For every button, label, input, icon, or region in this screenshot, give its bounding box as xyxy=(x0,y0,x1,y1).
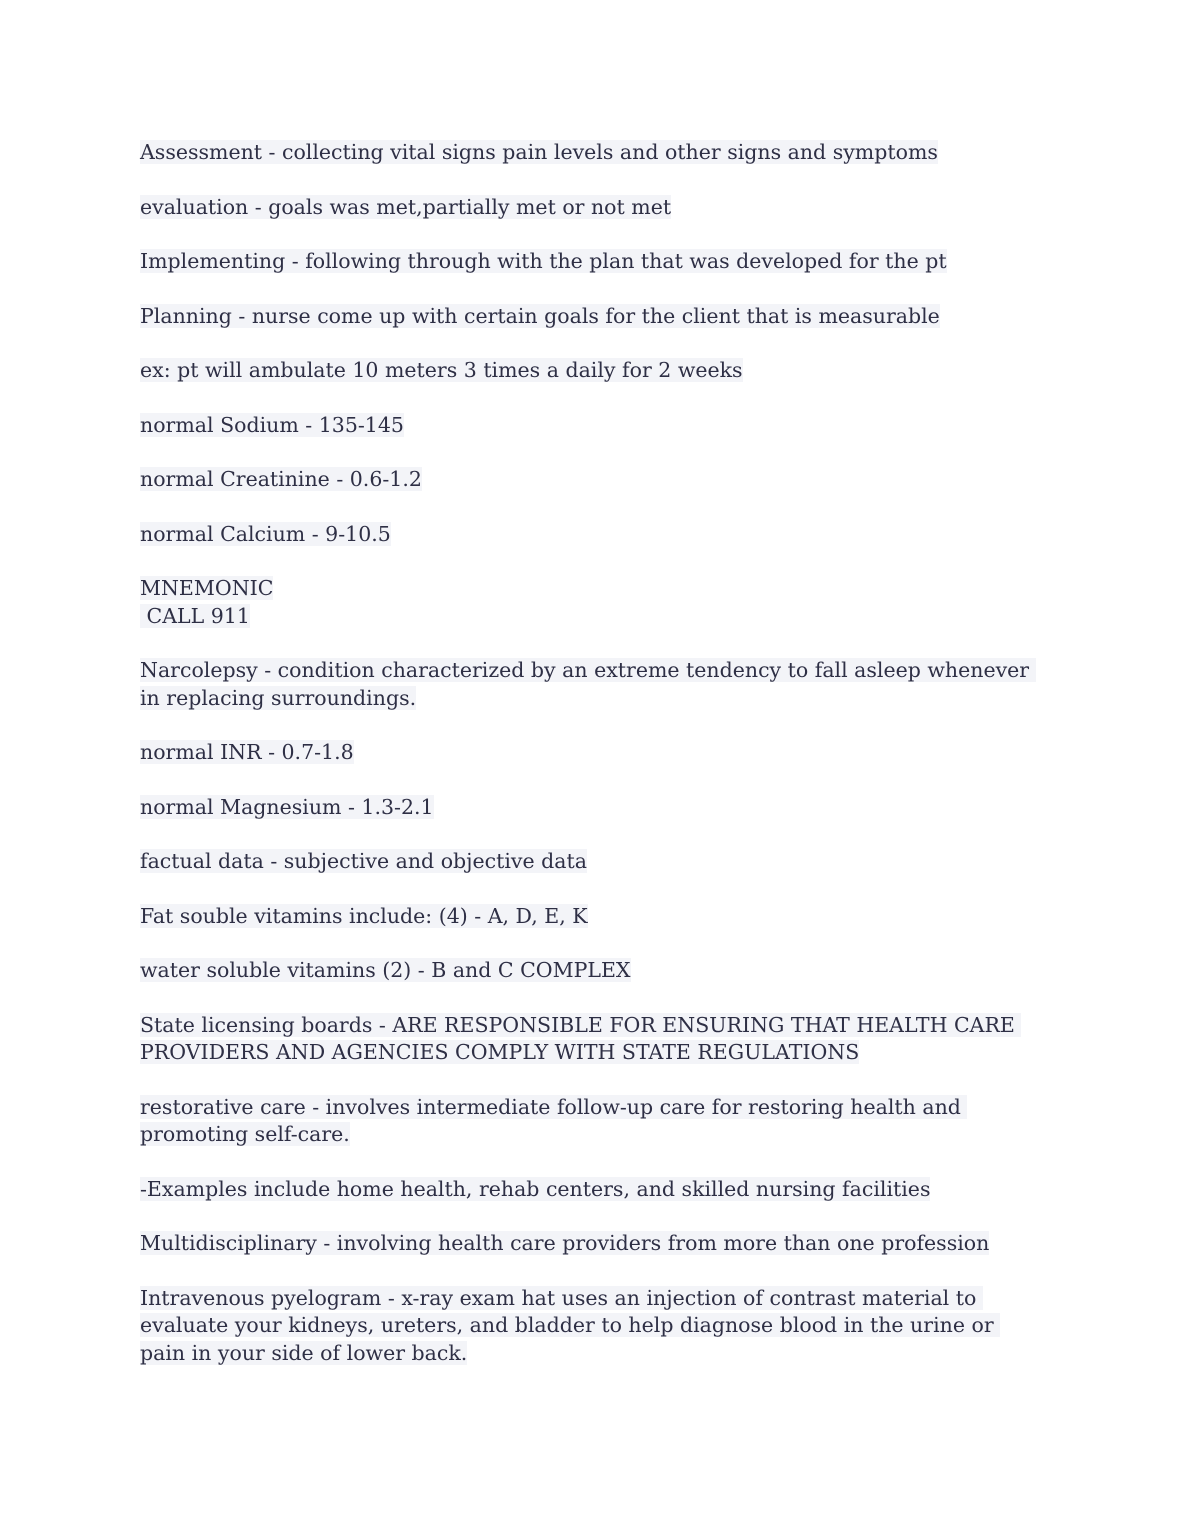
note-entry-evaluation xyxy=(140,194,1040,222)
note-entry-licensing-boards xyxy=(140,1012,1040,1067)
entry-text: evaluation - goals was met,partially met or not met xyxy=(140,194,672,219)
entry-text: State licensing boards - ARE RESPONSIBLE FOR ENSURING THAT HEALTH CARE PROVIDERS AND AGENCIES COMPLY WITH STATE REGULATIONS xyxy=(140,1012,1022,1064)
entry-text: Assessment - collecting vital signs pain levels and other signs and symptoms xyxy=(140,140,938,164)
entry-text: ex: pt will ambulate 10 meters 3 times a daily for 2 weeks xyxy=(140,358,743,382)
entry-text: normal Calcium - 9-10.5 xyxy=(140,521,391,546)
entry-text: normal Magnesium - 1.3-2.1 xyxy=(140,794,434,819)
note-entry-planning-example xyxy=(140,357,1040,385)
note-entry-multidisciplinary xyxy=(140,1230,1040,1258)
note-entry-water-soluble xyxy=(140,957,1040,985)
entry-text: Fat souble vitamins include: (4) - A, D, E, K xyxy=(140,903,588,928)
note-entry-fat-soluble xyxy=(140,903,1040,931)
note-entry-pyelogram xyxy=(140,1285,1040,1368)
entry-text: normal Creatinine - 0.6-1.2 xyxy=(140,467,422,491)
note-entry-magnesium xyxy=(140,794,1040,822)
note-entry-assessment xyxy=(140,139,1040,167)
entry-text: Multidisciplinary - involving health care providers from more than one profession xyxy=(140,1231,990,1255)
note-entry-examples xyxy=(140,1176,1040,1204)
entry-text: factual data - subjective and objective data xyxy=(140,849,587,873)
entry-text: Implementing - following through with the plan that was developed for the pt xyxy=(140,249,947,273)
note-entry-planning xyxy=(140,303,1040,331)
note-entry-sodium xyxy=(140,412,1040,440)
note-entry-mnemonic xyxy=(140,575,1040,630)
entry-text: Intravenous pyelogram - x-ray exam hat uses an injection of contrast material to evaluate your kidneys, ureters, and bladder to help diagnose blood in the urine or pain in your side of lower back. xyxy=(140,1285,1001,1365)
entry-text: water soluble vitamins (2) - B and C COMPLEX xyxy=(140,958,631,982)
entry-text: Narcolepsy - condition characterized by an extreme tendency to fall asleep whenever in replacing surroundings. xyxy=(140,658,1036,710)
document-page xyxy=(140,139,1040,1394)
note-entry-narcolepsy xyxy=(140,657,1040,712)
entry-text: MNEMONIC CALL 911 xyxy=(140,576,274,628)
note-entry-implementing xyxy=(140,248,1040,276)
note-entry-calcium xyxy=(140,521,1040,549)
note-entry-creatinine xyxy=(140,466,1040,494)
note-entry-factual-data xyxy=(140,848,1040,876)
entry-text: -Examples include home health, rehab centers, and skilled nursing facilities xyxy=(140,1176,931,1201)
entry-text: normal Sodium - 135-145 xyxy=(140,412,404,437)
entry-text: restorative care - involves intermediate follow-up care for restoring health and promoting self-care. xyxy=(140,1094,968,1146)
entry-text: normal INR - 0.7-1.8 xyxy=(140,740,354,764)
note-entry-restorative-care xyxy=(140,1094,1040,1149)
entry-text: Planning - nurse come up with certain goals for the client that is measurable xyxy=(140,303,940,328)
note-entry-inr xyxy=(140,739,1040,767)
